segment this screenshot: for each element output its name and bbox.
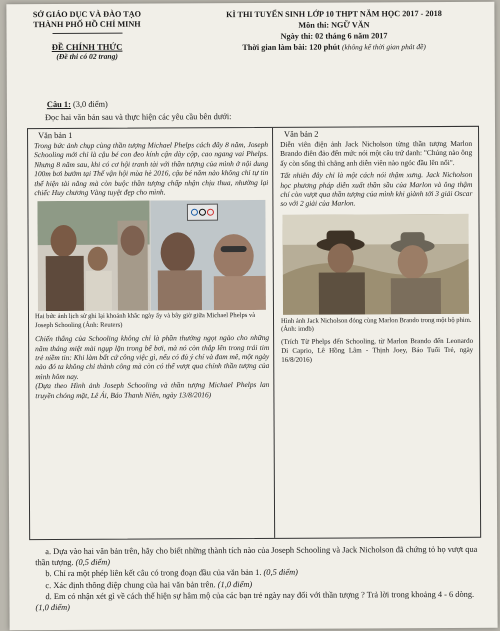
question-a bbox=[35, 544, 481, 569]
header-divider bbox=[52, 33, 122, 34]
question-1-label: Câu 1: bbox=[46, 99, 71, 110]
text-2-source: (Trích Từ Phelps đến Schooling, từ Marlon Brando đến Leonardo Di Caprio, Lê Hồng Lâm - Thịnh Joey, Báo Tuổi Trẻ, ngày 16/8/2016) bbox=[281, 336, 474, 365]
department-line-1: SỞ GIÁO DỤC VÀ ĐÀO TẠO bbox=[32, 9, 142, 20]
question-a-points: (0,5 điểm) bbox=[75, 557, 111, 568]
text-1-column bbox=[34, 130, 269, 400]
nicholson-brando-photo bbox=[282, 214, 469, 315]
question-b-text: b. Chỉ ra một phép liên kết câu có trong đoạn đầu của văn bản 1. bbox=[45, 568, 262, 579]
exam-time-value: Thời gian làm bài: 120 phút bbox=[242, 42, 340, 53]
exam-time-note: (không kể thời gian phát đề) bbox=[341, 42, 426, 52]
column-divider bbox=[272, 128, 275, 538]
question-d-text: d. Em có nhận xét gì về cách thể hiện sự hâm mộ của các bạn trẻ ngày nay đối với thần tượng ? Trả lời trong khoảng 4 - 6 dòng. bbox=[45, 589, 475, 601]
question-b-points: (0,5 điểm) bbox=[263, 568, 298, 578]
nicholson-brando-photo-graphic bbox=[282, 214, 469, 315]
question-a-text: a. Dựa vào hai văn bản trên, hãy cho biết những thành tích nào của Joseph Schooling và Jack Nicholson đã chứng tỏ họ vượt qua thần tượng. bbox=[35, 544, 478, 568]
department-line-2: THÀNH PHỐ HỒ CHÍ MINH bbox=[33, 19, 141, 30]
text-1-paragraph-1: Trong bức ảnh chụp cùng thần tượng Michael Phelps cách đây 8 năm, Joseph Schooling mới chỉ là cậu bé con đeo kính cận dày cộp, cao ngang vai Phelps. Nhưng 8 năm sau, khi có cơ hội tranh tài với thần tượng của mình ở nội dung 100m bơi bướm tại Thế vận hội mùa hè 2016, cậu bé năm nào không chỉ tự tin thể hiện tài năng mà còn buộc thần tượng chấp nhận chịu thua, nhường lại chiếc Huy chương Vàng tuyệt đẹp cho mình. bbox=[34, 139, 269, 198]
exam-subject: Môn thi: NGỮ VĂN bbox=[298, 20, 370, 30]
question-d-points: (1,0 điểm) bbox=[35, 602, 70, 613]
question-1-instruction: Đọc hai văn bản sau và thực hiện các yêu cầu bên dưới: bbox=[44, 112, 232, 123]
texts-frame bbox=[27, 126, 481, 540]
exam-date: Ngày thi: 02 tháng 6 năm 2017 bbox=[280, 31, 388, 41]
text-1-source: (Dựa theo Hình ảnh Joseph Schooling và thần tượng Michael Phelps lan truyền chóng mặt, Lê Ái, Báo Thanh Niên, ngày 13/8/2016) bbox=[35, 380, 270, 400]
question-list bbox=[35, 544, 481, 614]
text-1-title: Văn bản 1 bbox=[38, 130, 73, 141]
phelps-schooling-photo bbox=[37, 200, 266, 311]
text-2-paragraph-2: Tất nhiên đây chỉ là một cách nói thậm xưng. Jack Nicholson học phương pháp diễn xuất thần sầu của Marlon và ông thậm chí còn vượt qua thần tượng của mình khi giành tới 3 giải Oscar so với 2 giải của Marlon. bbox=[280, 170, 473, 209]
exam-title: KÌ THI TUYỂN SINH LỚP 10 THPT NĂM HỌC 2017 - 2018 bbox=[226, 9, 442, 20]
question-c-points: (1,0 điểm) bbox=[217, 579, 253, 589]
question-c-text: c. Xác định thông điệp chung của hai văn bản trên. bbox=[45, 579, 216, 590]
text-2-photo-caption: Hình ảnh Jack Nicholson đóng cùng Marlon Brando trong một bộ phim. (Ảnh: imdb) bbox=[281, 316, 472, 334]
text-1-photo-caption: Hai bức ảnh lịch sử ghi lại khoảnh khắc ngày ấy và bây giờ giữa Michael Phelps và Joseph Schooling (Ảnh: Reuters) bbox=[34, 312, 256, 329]
header-left bbox=[14, 9, 159, 62]
official-label: ĐỀ CHÍNH THỨC bbox=[51, 41, 123, 53]
question-1-points: (3,0 điểm) bbox=[72, 99, 108, 109]
question-1-heading bbox=[47, 100, 108, 109]
exam-time bbox=[182, 41, 487, 54]
exam-paper bbox=[6, 2, 497, 631]
text-1-paragraph-2: Chiến thắng của Schooling không chỉ là phần thưởng ngọt ngào cho những năm tháng miệt mài ngụp lặn trong bể bơi, mà nó còn thắp lên trong trái tim trẻ niềm tin: Khi làm bất cứ công việc gì, nếu có đủ ý chí và đam mê, một ngày nào đó ta không chỉ thành công mà còn có thể vượt qua chính thần tượng của mình hôm nay. bbox=[35, 333, 270, 382]
pages-note: (Đề thi có 02 trang) bbox=[56, 51, 118, 62]
text-2-paragraph-1: Diễn viên điện ảnh Jack Nicholson từng thần tượng Marlon Brando điên đảo đến mức nói một câu trứ danh: "Chúng nào ông ấy còn sống thì chẳng anh diễn viên nào ngóc đầu lên nổi". bbox=[280, 138, 473, 168]
text-2-column bbox=[280, 129, 473, 366]
header-right bbox=[181, 8, 486, 54]
phelps-schooling-photo-graphic bbox=[37, 200, 266, 311]
question-d bbox=[35, 589, 481, 614]
text-2-title: Văn bản 2 bbox=[284, 129, 319, 139]
